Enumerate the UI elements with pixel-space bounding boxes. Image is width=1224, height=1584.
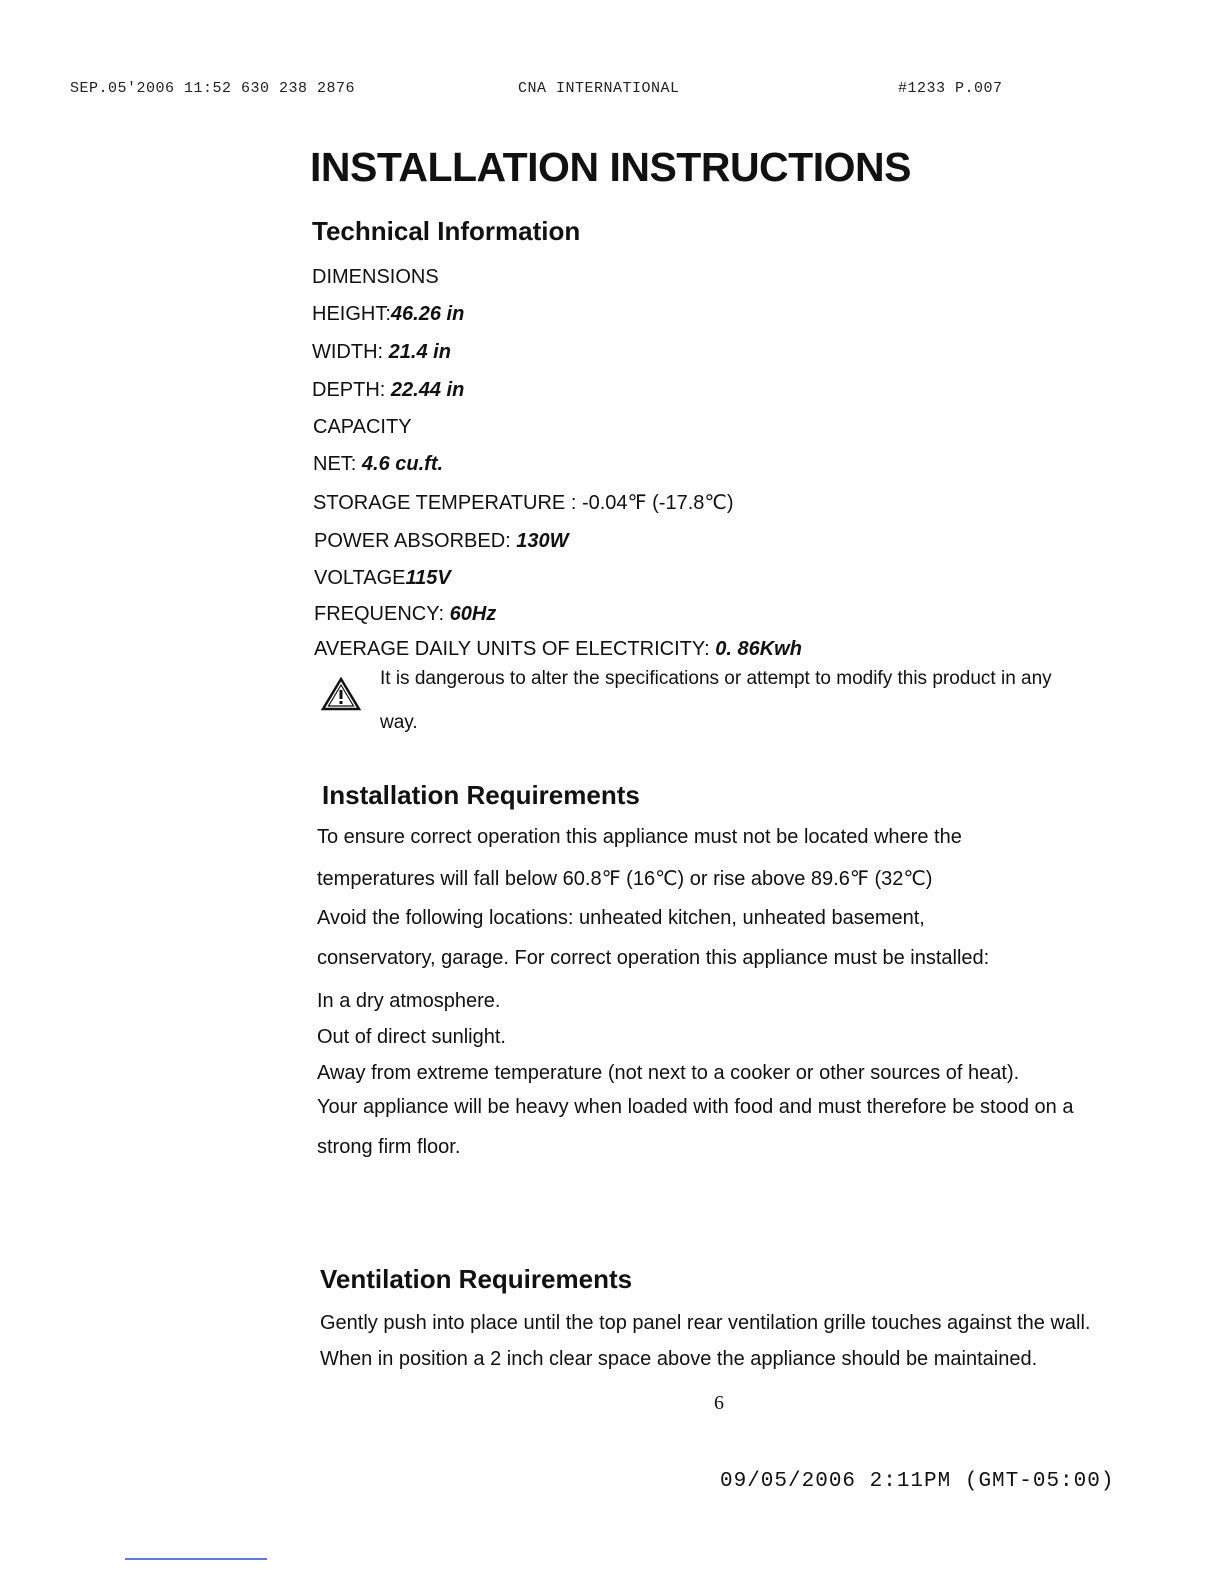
width-value: 21.4 in [388,341,451,363]
frequency-value: 60Hz [449,603,497,625]
width-label: WIDTH: [312,341,384,363]
net-label: NET: [313,453,357,475]
storage-temperature-value: -0.04℉ (-17.8℃) [581,492,734,514]
installation-line: conservatory, garage. For correct operation this appliance must be installed: [317,947,990,969]
voltage-label: VOLTAGE [314,567,406,589]
power-line [314,530,569,553]
height-label: HEIGHT: [312,303,391,325]
ventilation-line: When in position a 2 inch clear space above the appliance should be maintained. [320,1348,1038,1370]
frequency-label: FREQUENCY: [314,603,445,625]
warning-text-line-1: It is dangerous to alter the specifications or attempt to modify this product in any [380,668,1052,689]
height-value: 46.26 in [390,303,465,325]
warning-text-line-2: way. [380,712,418,733]
installation-line: Out of direct sunlight. [317,1026,506,1048]
fax-footer-timestamp: 09/05/2006 2:11PM (GMT-05:00) [720,1470,1115,1493]
page-title: INSTALLATION INSTRUCTIONS [310,144,911,190]
installation-line: temperatures will fall below 60.8℉ (16℃) or rise above 89.6℉ (32℃) [317,868,933,890]
installation-line: To ensure correct operation this appliance must not be located where the [317,826,962,848]
dimensions-label: DIMENSIONS [312,266,439,288]
net-value: 4.6 cu.ft. [361,453,444,475]
fax-header-page: #1233 P.007 [898,80,1003,97]
ventilation-line: Gently push into place until the top panel rear ventilation grille touches against the wall. [320,1312,1091,1334]
capacity-label: CAPACITY [313,416,412,438]
net-line [313,453,443,476]
storage-temperature-label: STORAGE TEMPERATURE : [313,492,577,514]
page-number: 6 [714,1392,724,1414]
installation-line: In a dry atmosphere. [317,990,501,1012]
width-line [312,341,451,364]
depth-value: 22.44 in [390,379,465,401]
fax-header-sender: SEP.05'2006 11:52 630 238 2876 [70,80,356,97]
electricity-label: AVERAGE DAILY UNITS OF ELECTRICITY: [314,638,710,660]
frequency-line [314,603,496,626]
voltage-value: 115V [405,567,451,589]
voltage-line [314,567,451,590]
warning-triangle-icon [320,676,362,712]
technical-information-heading: Technical Information [312,216,581,246]
storage-temperature-line [313,490,734,515]
power-label: POWER ABSORBED: [314,530,511,552]
height-line [312,303,464,326]
depth-line [312,379,464,402]
power-value: 130W [516,530,569,552]
bottom-rule [125,1558,267,1560]
electricity-value: 0. 86Kwh [715,638,802,660]
electricity-line [314,638,802,661]
installation-requirements-heading: Installation Requirements [322,780,640,810]
installation-line: Away from extreme temperature (not next to a cooker or other sources of heat). [317,1062,1020,1084]
depth-label: DEPTH: [312,379,386,401]
ventilation-requirements-heading: Ventilation Requirements [320,1264,633,1294]
installation-line: strong firm floor. [317,1136,461,1158]
installation-line: Your appliance will be heavy when loaded with food and must therefore be stood on a [317,1096,1074,1118]
installation-line: Avoid the following locations: unheated kitchen, unheated basement, [317,907,925,929]
fax-header-company: CNA INTERNATIONAL [518,80,680,97]
fax-header [70,80,1030,102]
